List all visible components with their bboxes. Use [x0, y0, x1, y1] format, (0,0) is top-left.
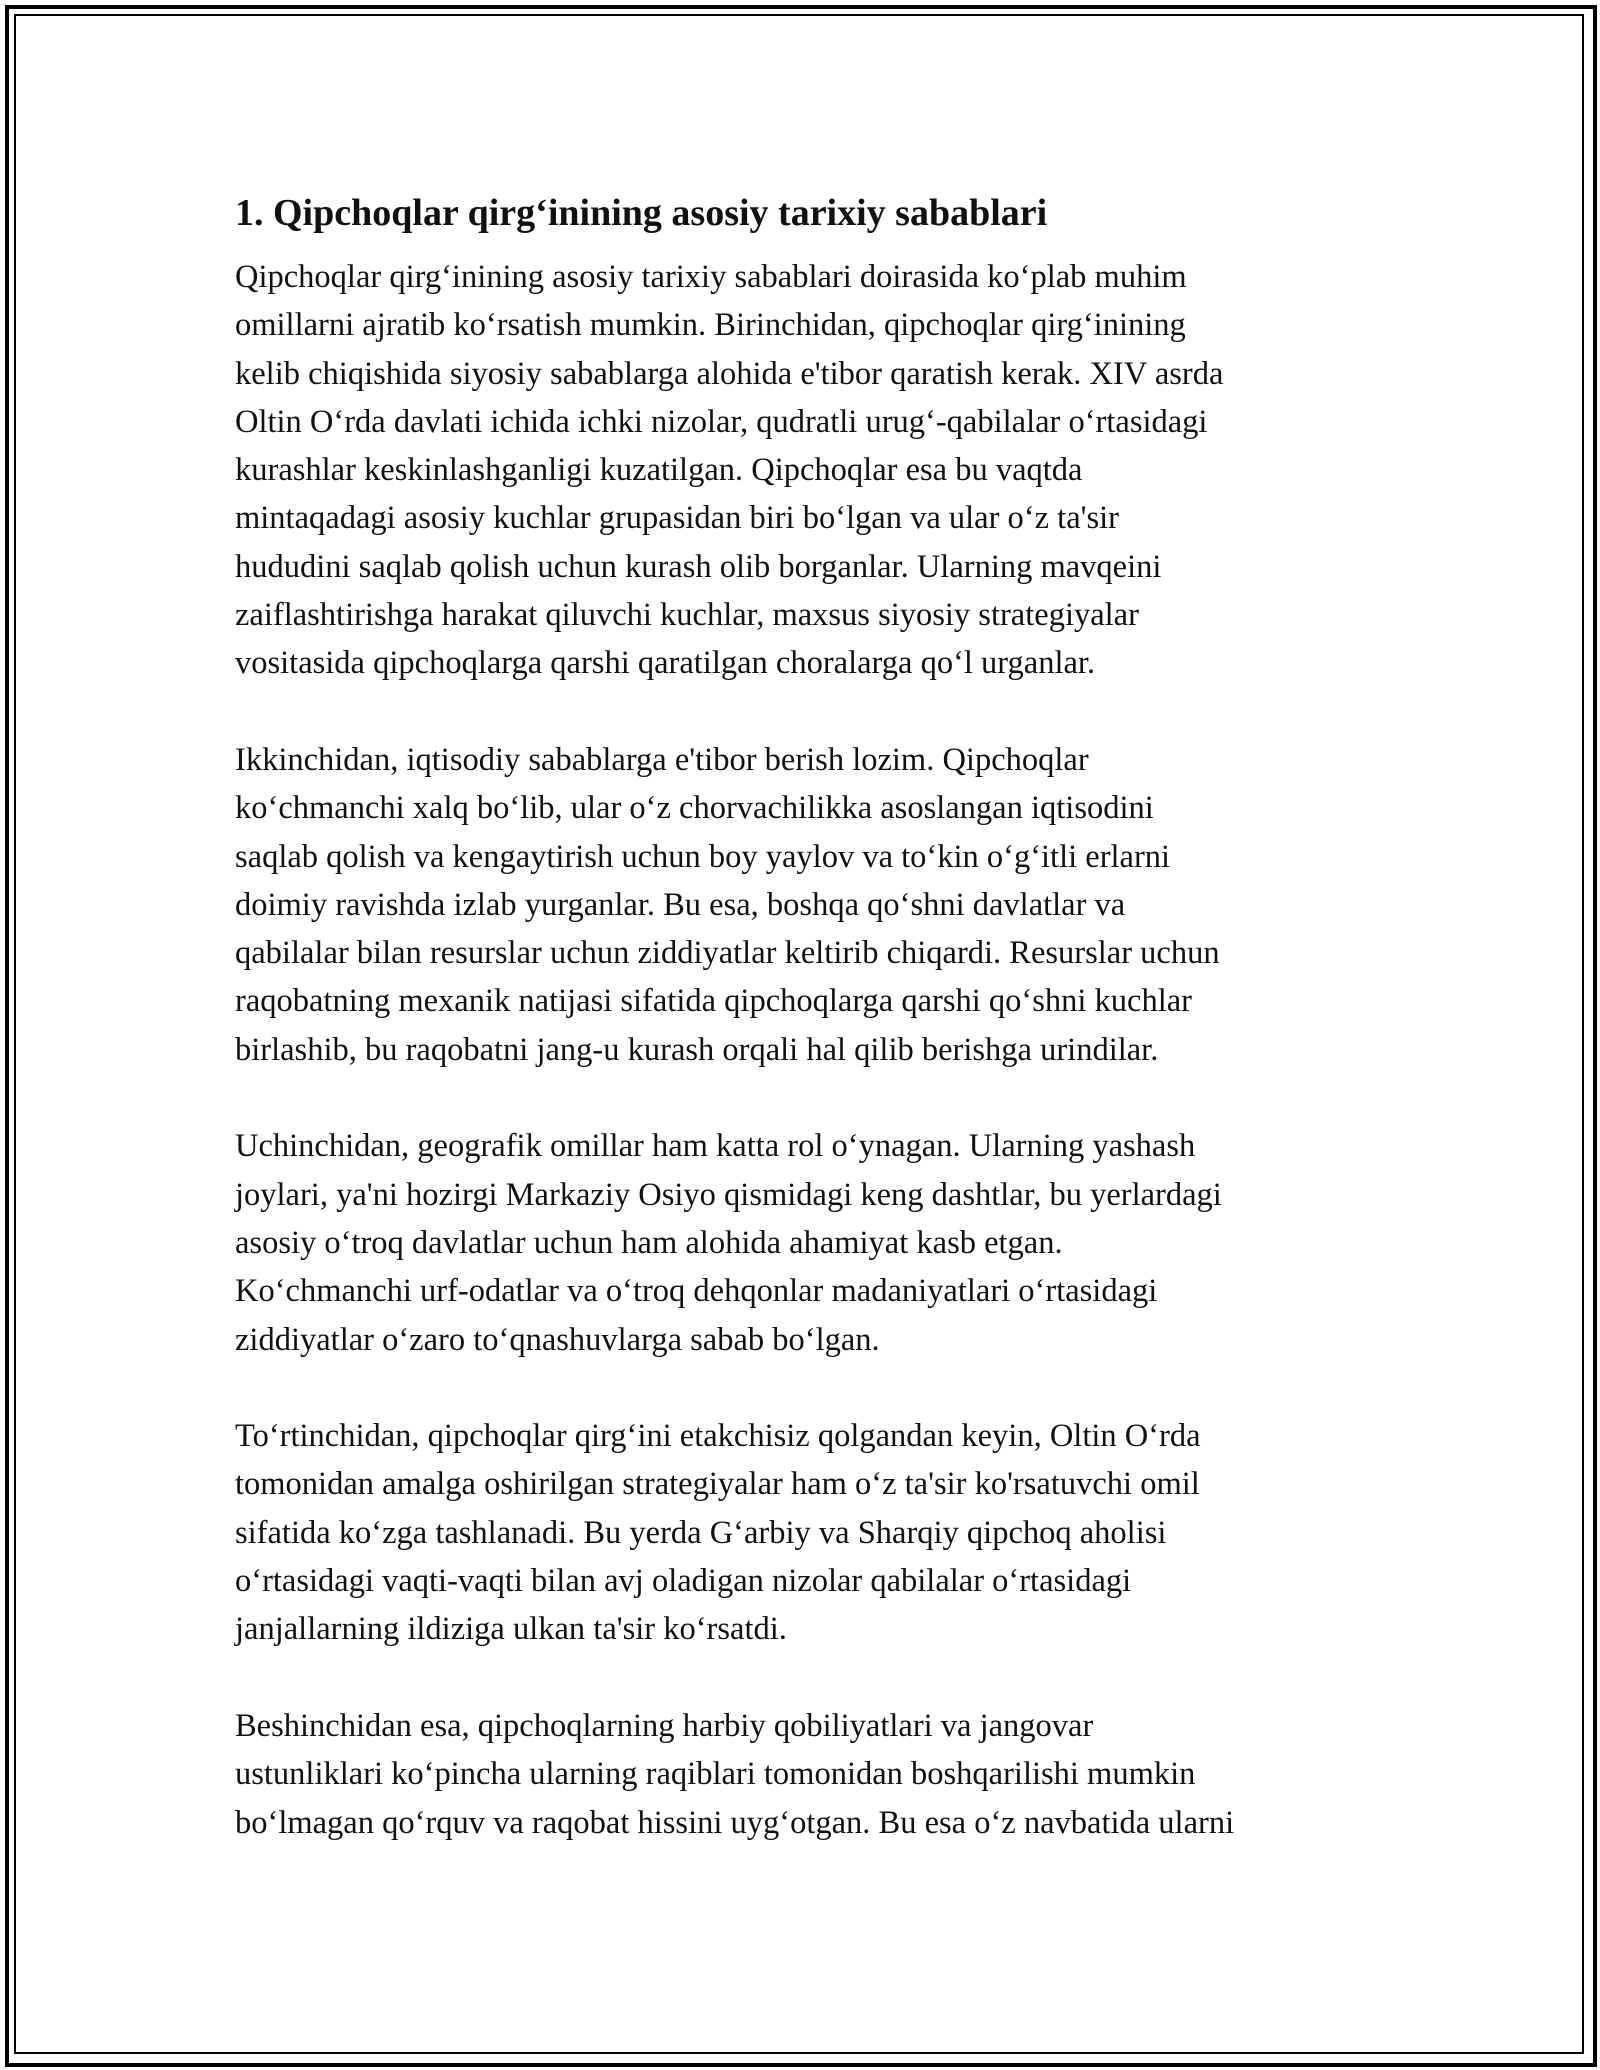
text-line: ziddiyatlar o‘zaro to‘qnashuvlarga sabab bo‘lgan. — [235, 1321, 880, 1358]
text-line: janjallarning ildiziga ulkan ta'sir ko‘rsatdi. — [235, 1611, 787, 1648]
paragraph-geographic — [235, 1122, 1370, 1363]
text-line: doimiy ravishda izlab yurganlar. Bu esa, boshqa qo‘shni davlatlar va — [235, 886, 1126, 923]
text-line: saqlab qolish va kengaytirish uchun boy yaylov va to‘kin o‘g‘itli erlarni — [235, 838, 1171, 875]
text-line: qabilalar bilan resurslar uchun ziddiyatlar keltirib chiqardi. Resurslar uchun — [235, 935, 1220, 972]
text-line: Ikkinchidan, iqtisodiy sabablarga e'tibor berish lozim. Qipchoqlar — [235, 741, 1089, 778]
text-line: joylari, ya'ni hozirgi Markaziy Osiyo qismidagi keng dashtlar, bu yerlardagi — [235, 1176, 1222, 1213]
text-line: kurashlar keskinlashganligi kuzatilgan. Qipchoqlar esa bu vaqtda — [235, 452, 1083, 489]
paragraph-strategic — [235, 1412, 1370, 1653]
text-line: Qipchoqlar qirg‘inining asosiy tarixiy sabablari doirasida ko‘plab muhim — [235, 259, 1187, 295]
text-line: Ko‘chmanchi urf-odatlar va o‘troq dehqonlar madaniyatlari o‘rtasidagi — [235, 1273, 1158, 1310]
text-line: Uchinchidan, geografik omillar ham katta rol o‘ynagan. Ularning yashash — [235, 1128, 1196, 1165]
paragraph-economic — [235, 736, 1370, 1074]
text-line: asosiy o‘troq davlatlar uchun ham alohida ahamiyat kasb etgan. — [235, 1224, 1063, 1261]
text-line: raqobatning mexanik natijasi sifatida qipchoqlarga qarshi qo‘shni kuchlar — [235, 983, 1192, 1020]
text-line: birlashib, bu raqobatni jang-u kurash orqali hal qilib berishga urindilar. — [235, 1031, 1159, 1068]
text-line: ustunliklari ko‘pincha ularning raqiblari tomonidan boshqarilishi mumkin — [235, 1756, 1196, 1793]
section-heading: 1. Qipchoqlar qirg‘inining asosiy tarixiy sabablari — [235, 192, 1048, 234]
paragraph-military — [235, 1702, 1370, 1847]
text-line: kelib chiqishida siyosiy sabablarga alohida e'tibor qaratish kerak. XIV asrda — [235, 355, 1224, 392]
text-line: vositasida qipchoqlarga qarshi qaratilgan choralarga qo‘l urganlar. — [235, 645, 1096, 682]
text-line: Beshinchidan esa, qipchoqlarning harbiy qobiliyatlari va jangovar — [235, 1707, 1094, 1744]
text-line: ko‘chmanchi xalq bo‘lib, ular o‘z chorvachilikka asoslangan iqtisodini — [235, 790, 1154, 827]
text-line: sifatida ko‘zga tashlanadi. Bu yerda G‘arbiy va Sharqiy qipchoq aholisi — [235, 1514, 1167, 1551]
text-line: omillarni ajratib ko‘rsatish mumkin. Birinchidan, qipchoqlar qirg‘inining — [235, 307, 1186, 344]
text-line: Oltin O‘rda davlati ichida ichki nizolar, qudratli urug‘-qabilalar o‘rtasidagi — [235, 403, 1208, 440]
text-line: To‘rtinchidan, qipchoqlar qirg‘ini etakchisiz qolgandan keyin, Oltin O‘rda — [235, 1418, 1201, 1455]
text-line: tomonidan amalga oshirilgan strategiyalar ham o‘z ta'sir ko'rsatuvchi omil — [235, 1466, 1200, 1503]
paragraph-political — [235, 253, 1370, 688]
text-line: hududini saqlab qolish uchun kurash olib borganlar. Ularning mavqeini — [235, 548, 1162, 585]
text-line: o‘rtasidagi vaqti-vaqti bilan avj oladigan nizolar qabilalar o‘rtasidagi — [235, 1563, 1132, 1600]
text-line: bo‘lmagan qo‘rquv va raqobat hissini uyg‘otgan. Bu esa o‘z navbatida ularni — [235, 1804, 1235, 1841]
document-body — [235, 183, 1370, 1895]
text-line: zaiflashtirishga harakat qiluvchi kuchlar, maxsus siyosiy strategiyalar — [235, 597, 1139, 634]
text-line: mintaqadagi asosiy kuchlar grupasidan biri bo‘lgan va ular o‘z ta'sir — [235, 500, 1119, 537]
